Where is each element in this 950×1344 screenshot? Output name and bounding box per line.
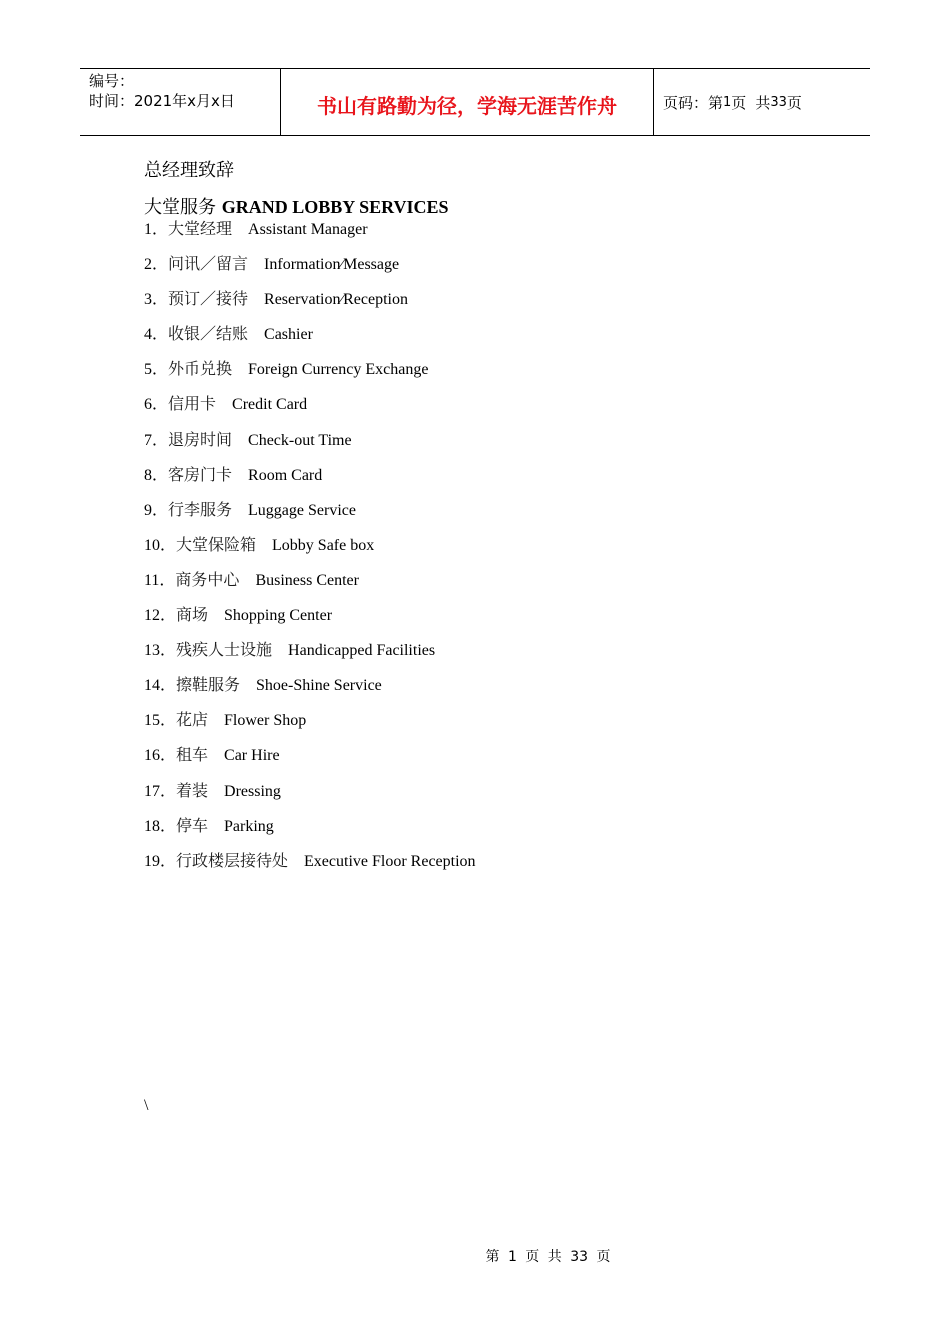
list-item bbox=[144, 709, 844, 744]
section-heading-en: GRAND LOBBY SERVICES bbox=[221, 197, 449, 217]
time-label: 时间：2021年x月x日 bbox=[89, 92, 235, 110]
page-footer: 第 1 页 共 33 页 bbox=[485, 1249, 611, 1265]
page-suffix: 页 bbox=[786, 93, 802, 112]
list-item-zh: 大堂保险箱 bbox=[176, 534, 257, 554]
trailing-char: \ bbox=[144, 1097, 149, 1114]
list-item-zh: 问讯／留言 bbox=[168, 254, 249, 274]
list-item-zh: 商务中心 bbox=[175, 569, 240, 589]
list-item-zh: 外币兑换 bbox=[168, 359, 233, 379]
list-item-number: 9． bbox=[144, 501, 169, 519]
list-item-en: Foreign Currency Exchange bbox=[248, 361, 429, 379]
list-item-en: Executive Floor Reception bbox=[304, 852, 476, 870]
list-item-number: 4． bbox=[144, 326, 169, 344]
list-item-zh: 花店 bbox=[176, 710, 209, 730]
list-item-number: 10． bbox=[144, 536, 177, 554]
list-item bbox=[144, 534, 844, 569]
list-item bbox=[144, 850, 844, 885]
list-item-number: 5． bbox=[144, 361, 169, 379]
list-item-number: 6． bbox=[144, 396, 169, 414]
list-item bbox=[144, 744, 844, 779]
list-item-number: 1． bbox=[144, 221, 169, 238]
list-item bbox=[144, 569, 844, 604]
list-item bbox=[144, 674, 844, 709]
list-item bbox=[144, 780, 844, 815]
list-item-zh: 租车 bbox=[176, 745, 209, 765]
list-item-zh: 退房时间 bbox=[168, 429, 233, 449]
list-item bbox=[144, 815, 844, 850]
list-item bbox=[144, 393, 844, 428]
list-item-en: Assistant Manager bbox=[248, 221, 368, 238]
list-item bbox=[144, 639, 844, 674]
list-item-zh: 停车 bbox=[176, 815, 209, 835]
section-heading bbox=[144, 194, 844, 218]
list-item-zh: 残疾人士设施 bbox=[176, 640, 273, 660]
list-item-number: 7． bbox=[144, 431, 169, 449]
list-item-zh: 大堂经理 bbox=[168, 219, 233, 238]
list-item-en: Business Center bbox=[255, 571, 359, 589]
list-item-en: Room Card bbox=[248, 466, 323, 484]
list-item-number: 2． bbox=[144, 256, 169, 274]
gm-speech-title: 总经理致辞 bbox=[144, 160, 234, 181]
list-item-number: 19． bbox=[144, 852, 177, 870]
list-item-number: 11． bbox=[144, 571, 176, 589]
list-item-en: Shoe-Shine Service bbox=[256, 677, 382, 695]
list-item bbox=[144, 358, 844, 393]
list-item-zh: 收银／结账 bbox=[168, 324, 249, 344]
list-item-en: Car Hire bbox=[224, 747, 280, 765]
list-item-en: Dressing bbox=[224, 782, 281, 800]
header-page-cell bbox=[654, 69, 870, 135]
list-item-en: Luggage Service bbox=[248, 501, 356, 519]
list-item-number: 17． bbox=[144, 782, 177, 800]
list-item-en: Credit Card bbox=[232, 396, 308, 414]
list-item-en: Information⁄Message bbox=[264, 256, 400, 274]
list-item-number: 3． bbox=[144, 291, 169, 309]
list-item-zh: 行政楼层接待处 bbox=[176, 850, 289, 870]
list-item-number: 12． bbox=[144, 607, 177, 625]
serial-label: 编号： bbox=[89, 72, 135, 90]
list-item-en: Cashier bbox=[264, 326, 313, 344]
list-item-number: 18． bbox=[144, 817, 177, 835]
list-item bbox=[144, 323, 844, 358]
list-item bbox=[144, 288, 844, 323]
section-heading-zh: 大堂服务 bbox=[144, 197, 216, 218]
page-header bbox=[80, 68, 870, 136]
list-item-en: Reservation⁄Reception bbox=[264, 291, 408, 309]
list-item-number: 13． bbox=[144, 642, 177, 660]
service-list bbox=[144, 218, 844, 885]
list-item-en: Handicapped Facilities bbox=[288, 642, 436, 660]
header-motto-cell bbox=[281, 69, 654, 135]
page-total: 33 bbox=[770, 94, 787, 110]
list-item-zh: 商场 bbox=[176, 605, 209, 625]
list-item-zh: 客房门卡 bbox=[168, 464, 233, 484]
list-item bbox=[144, 253, 844, 288]
list-item bbox=[144, 604, 844, 639]
list-item bbox=[144, 429, 844, 464]
page-prefix: 页码：第 bbox=[663, 93, 724, 112]
list-item-zh: 行李服务 bbox=[168, 499, 233, 519]
list-item-zh: 信用卡 bbox=[168, 394, 217, 414]
page-total-prefix: 共 bbox=[755, 93, 771, 112]
document-body bbox=[144, 158, 844, 885]
list-item-zh: 预订／接待 bbox=[168, 289, 249, 309]
list-item-en: Flower Shop bbox=[224, 712, 307, 730]
list-item-number: 14． bbox=[144, 677, 177, 695]
list-item bbox=[144, 218, 844, 253]
list-item-number: 16． bbox=[144, 747, 177, 765]
motto-text: 书山有路勤为径，学海无涯苦作舟 bbox=[317, 93, 617, 118]
page-mid: 页 bbox=[731, 93, 747, 112]
list-item bbox=[144, 499, 844, 534]
list-item-zh: 擦鞋服务 bbox=[176, 675, 241, 695]
list-item bbox=[144, 464, 844, 499]
list-item-number: 8． bbox=[144, 466, 169, 484]
list-item-en: Lobby Safe box bbox=[272, 536, 375, 554]
page-number: 1 bbox=[723, 94, 732, 110]
list-item-en: Parking bbox=[224, 817, 274, 835]
header-meta-cell bbox=[80, 69, 281, 135]
list-item-en: Shopping Center bbox=[224, 607, 333, 625]
list-item-number: 15． bbox=[144, 712, 177, 730]
list-item-zh: 着装 bbox=[176, 780, 209, 800]
list-item-en: Check-out Time bbox=[248, 431, 352, 449]
